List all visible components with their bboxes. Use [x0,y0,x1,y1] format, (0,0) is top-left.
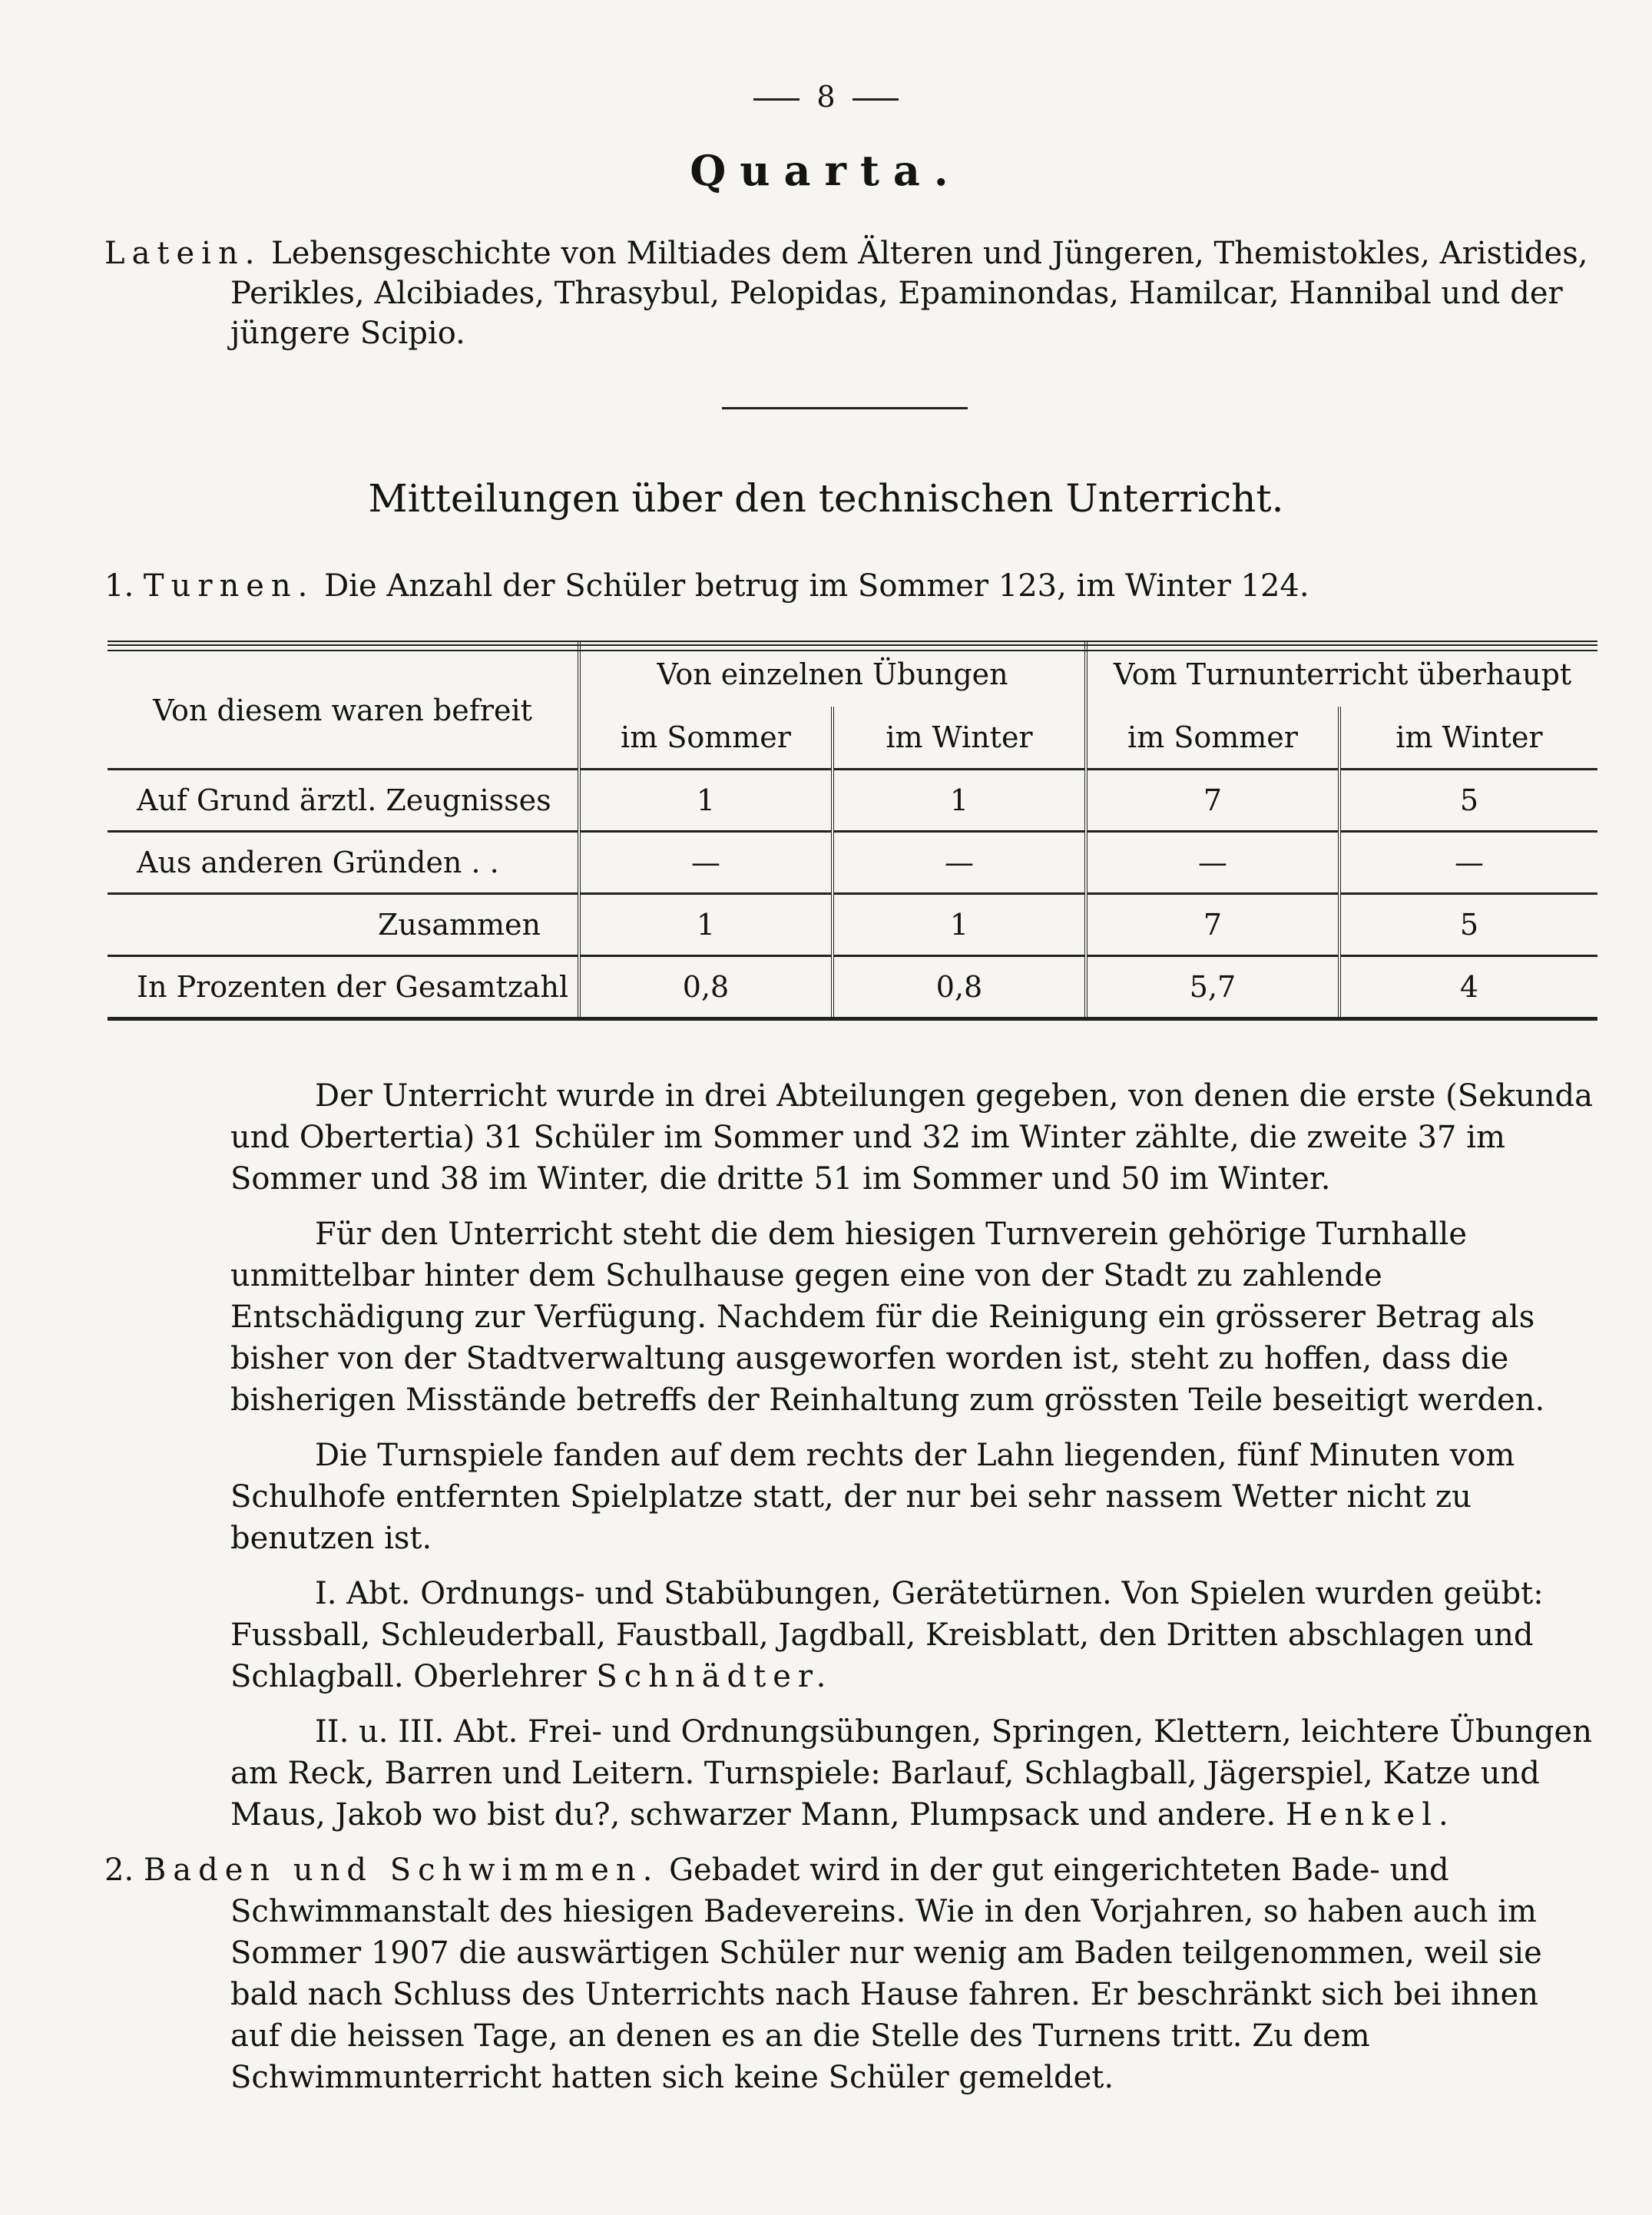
exemption-table [108,642,1597,1021]
turnen-label: Turnen. [143,568,315,604]
table-subheader: im Sommer [1086,707,1339,770]
table-cell: 1 [833,770,1086,832]
row-label: Zusammen [108,894,579,956]
table-subheader: im Sommer [579,707,833,770]
body-text [104,1075,1594,2112]
page-number-text: 8 [816,80,836,114]
table-cell: — [579,832,833,894]
table-group-header-1: Von einzelnen Übungen [579,642,1086,707]
paragraph-abt-2-3 [104,1711,1594,1836]
table-group-header-2: Vom Turnunterricht überhaupt [1086,642,1597,707]
quarta-heading: Quarta. [690,146,962,195]
latein-label: Latein. [104,236,262,271]
turnen-intro [104,568,1594,604]
table-cell: 7 [1086,894,1339,956]
table-cell: 1 [579,894,833,956]
paragraph-turnhalle: Für den Unterricht steht die dem hiesigen Turnverein gehörige Turnhalle unmittelbar hinter dem Schulhause gegen eine von der Stadt zu zahlende Entschädigung zur Verfügung. Nachdem für die Reinigung ein grösserer Betrag als bisher von der Stadtverwaltung ausgeworfen worden ist, steht zu hoffen, dass die bisherigen Misstände betreffs der Reinhaltung zum grössten Teile beseitigt werden. [230,1217,1545,1418]
table-cell: — [833,832,1086,894]
table-corner-label: Von diesem waren befreit [153,694,532,727]
latein-text-2: Perikles, Alcibiades, Thrasybul, Pelopidas, Epaminondas, Hamilcar, Hannibal und der [230,276,1563,311]
turnen-text: Die Anzahl der Schüler betrug im Sommer 123, im Winter 124. [324,568,1309,604]
turnen-number: 1. [104,568,134,604]
paragraph-abt-1 [104,1573,1594,1697]
table-cell: — [1086,832,1339,894]
row-label: Aus anderen Gründen . . [108,832,579,894]
abt-2-3-text: II. u. III. Abt. Frei- und Ordnungsübungen, Springen, Klettern, leichtere Übungen am Reck, Barren und Leitern. Turnspiele: Barlauf, Schlagball, Jägerspiel, Katze und Maus, Jakob wo bist du?, schwarzer Mann, Plumpsack und andere. [230,1714,1592,1833]
table-row [108,894,1597,956]
table-cell: — [1339,832,1597,894]
table-row [108,956,1597,1019]
paragraph-baden [104,1849,1594,2098]
table-cell: 0,8 [833,956,1086,1019]
latein-entry [104,233,1594,353]
table-cell: 4 [1339,956,1597,1019]
table-cell: 1 [579,770,833,832]
paragraph-abteilungen: Der Unterricht wurde in drei Abteilungen gegeben, von denen die erste (Sekunda und Obertertia) 31 Schüler im Sommer und 32 im Winter zählte, die zweite 37 im Sommer und 38 im Winter, die dritte 51 im Sommer und 50 im Winter. [230,1078,1594,1197]
abt-2-3-teacher: Henkel. [1285,1797,1455,1833]
abt-1-teacher: Schnädter. [596,1659,833,1694]
table-subheader: im Winter [1339,707,1597,770]
latein-line-1 [104,233,1594,273]
section-title: Mitteilungen über den technischen Unterricht. [368,476,1284,521]
row-label: In Prozenten der Gesamtzahl [108,956,579,1019]
latein-text-3: jüngere Scipio. [230,316,465,351]
page-number [0,80,1652,114]
table-row [108,832,1597,894]
table-row [108,770,1597,832]
table-cell: 5 [1339,894,1597,956]
row-label: Auf Grund ärztl. Zeugnisses [108,770,579,832]
table-cell: 7 [1086,770,1339,832]
abt-1-text: I. Abt. Ordnungs- und Stabübungen, Gerätetürnen. Von Spielen wurden geübt: Fussball, Schleuderball, Faustball, Jagdball, Kreisblatt, den Dritten abschlagen und Schlagball. Oberlehrer [230,1576,1544,1694]
table-cell: 5,7 [1086,956,1339,1019]
table-cell: 1 [833,894,1086,956]
baden-label: Baden und Schwimmen. [143,1852,660,1888]
table-cell: 5 [1339,770,1597,832]
paragraph-turnspiele: Die Turnspiele fanden auf dem rechts der Lahn liegenden, fünf Minuten vom Schulhofe entfernten Spielplatze statt, der nur bei sehr nassem Wetter nicht zu benutzen ist. [230,1438,1515,1556]
baden-number: 2. [104,1852,134,1888]
section-divider [722,407,968,409]
latein-text-1: Lebensgeschichte von Miltiades dem Älteren und Jüngeren, Themistokles, Aristides, [271,236,1588,271]
baden-text: Gebadet wird in der gut eingerichteten Bade- und Schwimmanstalt des hiesigen Badevereins. Wie in den Vorjahren, so haben auch im Sommer 1907 die auswärtigen Schüler nur wenig am Baden teilgenommen, weil sie bald nach Schluss des Unterrichts nach Hause fahren. Er beschränkt sich bei ihnen auf die heissen Tage, an denen es an die Stelle des Turnens tritt. Zu dem Schwimmunterricht hatten sich keine Schüler gemeldet. [230,1852,1542,2095]
table-subheader: im Winter [833,707,1086,770]
table-cell: 0,8 [579,956,833,1019]
